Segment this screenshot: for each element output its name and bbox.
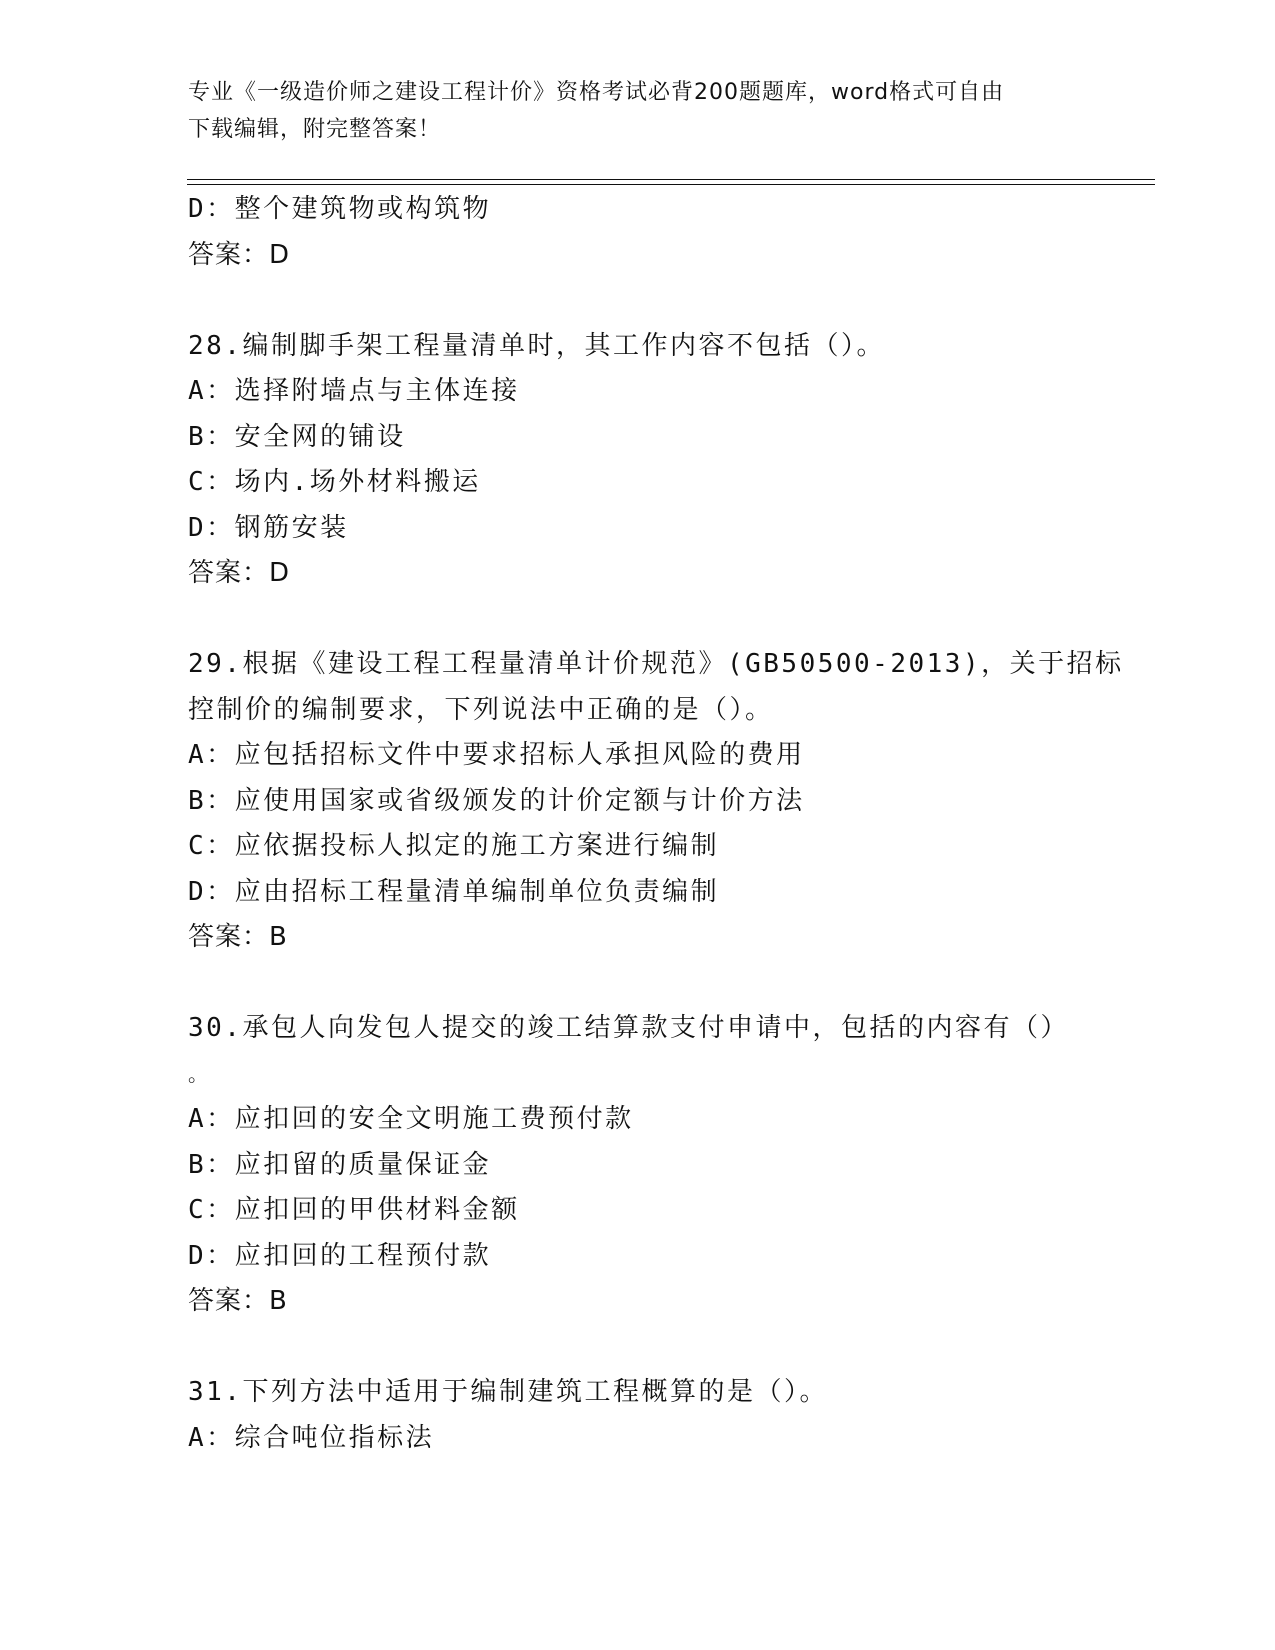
q29-stem-line-1: 29.根据《建设工程工程量清单计价规范》(GB50500-2013)，关于招标 [188,649,1124,679]
header-divider-top [187,179,1155,180]
q29-stem-line-2: 控制价的编制要求，下列说法中正确的是（）。 [188,694,774,725]
question-spacer [188,597,1088,643]
q27-answer: 答案：D [188,239,291,270]
q31-option-a: A：综合吨位指标法 [188,1422,435,1453]
q27-option-d: D：整个建筑物或构筑物 [188,194,492,224]
header-line-1: 专业《一级造价师之建设工程计价》资格考试必背200题题库，word格式可自由 [188,80,1005,105]
q29-option-a: A：应包括招标文件中要求招标人承担风险的费用 [188,740,805,770]
q28-option-a: A：选择附墙点与主体连接 [188,376,520,406]
q30-stem-line-2: 。 [188,1061,208,1086]
q30-option-a: A：应扣回的安全文明施工费预付款 [188,1104,634,1134]
q29-answer: 答案：B [188,922,288,952]
q30-answer: 答案：B [188,1286,288,1316]
question-spacer [188,278,1088,324]
q31-stem: 31.下列方法中适用于编制建筑工程概算的是（）。 [188,1377,828,1407]
document-header [188,74,1088,148]
question-spacer [188,961,1088,1007]
q29-option-c: C：应依据投标人拟定的施工方案进行编制 [188,831,720,861]
header-divider-bottom [187,184,1155,185]
q29-option-d: D：应由招标工程量清单编制单位负责编制 [188,876,720,907]
q30-option-b: B：应扣留的质量保证金 [188,1149,492,1180]
q30-option-d: D：应扣回的工程预付款 [188,1240,492,1271]
q28-option-d: D：钢筋安装 [188,512,349,543]
question-spacer [188,1325,1088,1371]
header-line-2: 下载编辑，附完整答案！ [188,117,442,142]
q29-option-b: B：应使用国家或省级颁发的计价定额与计价方法 [188,785,805,816]
question-list [188,187,1124,1461]
q30-option-c: C：应扣回的甲供材料金额 [188,1195,520,1225]
q28-answer: 答案：D [188,558,291,588]
q28-stem: 28.编制脚手架工程量清单时，其工作内容不包括（）。 [188,330,885,361]
q28-option-b: B：安全网的铺设 [188,421,406,452]
q30-stem-line-1: 30.承包人向发包人提交的竣工结算款支付申请中，包括的内容有（） [188,1013,1069,1043]
q28-option-c: C：场内.场外材料搬运 [188,467,481,497]
